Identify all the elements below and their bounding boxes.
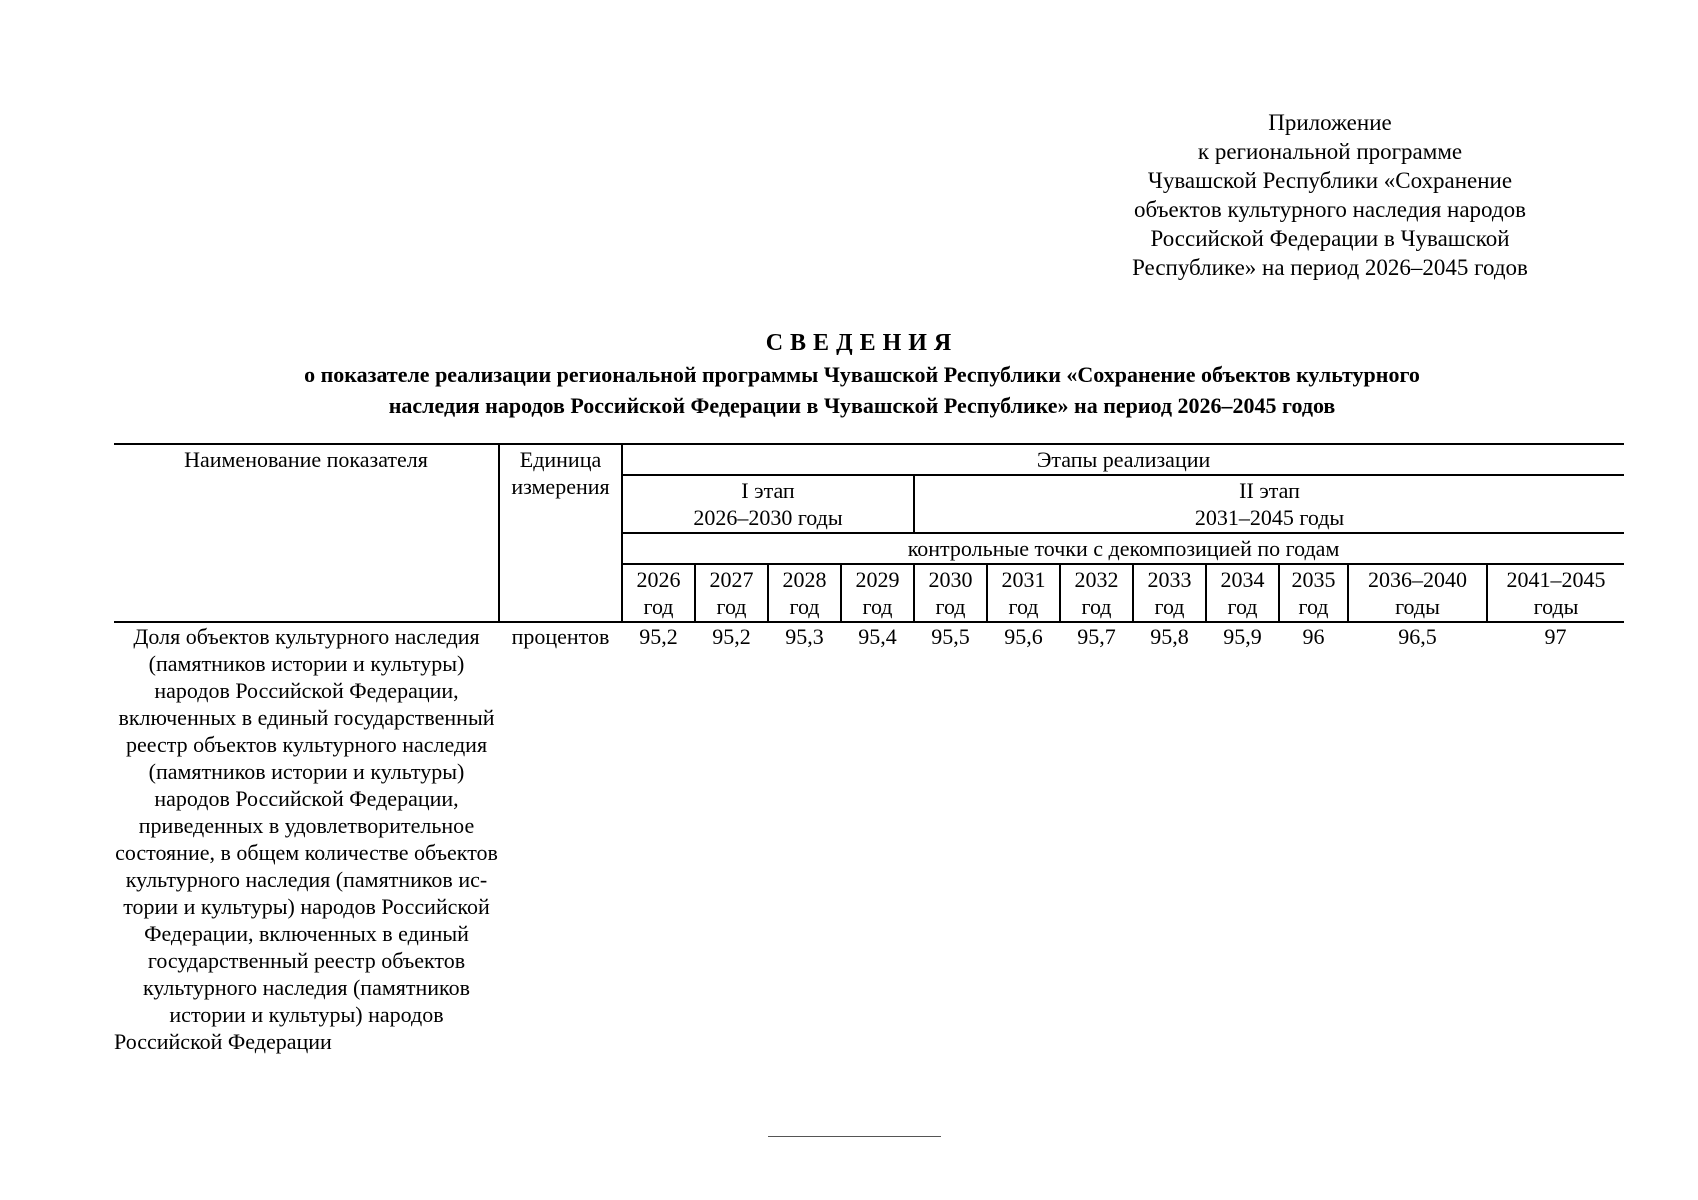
value-cell: 95,2 (712, 624, 751, 649)
year-value: 2028 (782, 567, 827, 592)
year-value: 2036–2040 (1368, 567, 1467, 592)
value-cell: 95,7 (1077, 624, 1116, 649)
year-header (1060, 564, 1133, 622)
year-unit: год (862, 594, 893, 619)
year-value: 2026 (636, 567, 681, 592)
footer-divider (768, 1136, 941, 1137)
year-unit: годы (1533, 594, 1579, 619)
stage1-header (622, 475, 914, 533)
stage1-period: 2026–2030 годы (693, 505, 843, 530)
year-header (768, 564, 841, 622)
year-header (1348, 564, 1487, 622)
value-cell: 95,3 (785, 624, 824, 649)
value-cell: 97 (1544, 624, 1567, 649)
year-header (1133, 564, 1206, 622)
year-value: 2032 (1074, 567, 1119, 592)
appendix-line: объектов культурного наследия народов (1134, 197, 1526, 222)
year-value: 2029 (855, 567, 900, 592)
year-value: 2027 (709, 567, 754, 592)
appendix-line: Приложение (1268, 110, 1392, 135)
year-unit: год (1227, 594, 1258, 619)
year-unit: год (1008, 594, 1039, 619)
indicator-table (114, 443, 1624, 1055)
year-header (841, 564, 914, 622)
year-header (1279, 564, 1348, 622)
year-value: 2030 (928, 567, 973, 592)
document-title: СВЕДЕНИЯ (765, 330, 959, 356)
appendix-block (1100, 108, 1560, 282)
table-row (114, 622, 1624, 1055)
year-unit: год (1298, 594, 1329, 619)
year-header (987, 564, 1060, 622)
col-unit-header: Единица измерения (499, 444, 622, 622)
year-value: 2035 (1291, 567, 1336, 592)
checkpoints-header: контрольные точки с декомпозицией по годам (622, 533, 1624, 564)
year-header (622, 564, 695, 622)
year-header (1487, 564, 1624, 622)
appendix-line: к региональной программе (1197, 139, 1463, 164)
value-cell: 95,6 (1004, 624, 1043, 649)
col-name-header: Наименование показателя (114, 444, 499, 622)
year-value: 2041–2045 (1506, 567, 1606, 592)
document-subtitle-line: наследия народов Российской Федерации в Чувашской Республике» на период 2026–2045 годов (388, 393, 1336, 418)
value-cell: 95,4 (858, 624, 897, 649)
value-cell: 95,9 (1223, 624, 1262, 649)
year-header (695, 564, 768, 622)
year-header (914, 564, 987, 622)
appendix-line: Чувашской Республики «Сохранение (1147, 168, 1513, 193)
year-unit: год (1154, 594, 1185, 619)
stage2-period: 2031–2045 годы (1194, 505, 1345, 530)
value-cell: 95,8 (1150, 624, 1189, 649)
stage2-header (914, 475, 1624, 533)
indicator-name-cell: Доля объектов культурного наследия (памятников истории и культуры) народов Российской Федерации, включенных в единый государственный реестр объектов культурного наследия (памятников истории и культуры) народов Российской Федерации, приведенных в удовлетворительное состояние, в общем количестве объектов культурного наследия (памятников истории и культуры) народов Российской Федерации, включенных в единый государственный реестр объектов культурного наследия (памятников истории и культуры) народов Российской Федерации (114, 624, 498, 1054)
document-heading (114, 328, 1610, 420)
year-unit: год (643, 594, 674, 619)
stage1-label: I этап (741, 478, 795, 503)
year-header (1206, 564, 1279, 622)
value-cell: 96,5 (1398, 624, 1437, 649)
value-cell: 95,5 (931, 624, 970, 649)
year-unit: год (789, 594, 820, 619)
appendix-line: Российской Федерации в Чувашской (1150, 226, 1510, 251)
year-value: 2031 (1001, 567, 1046, 592)
year-unit: год (716, 594, 747, 619)
year-unit: год (935, 594, 966, 619)
year-value: 2033 (1147, 567, 1192, 592)
appendix-line: Республике» на период 2026–2045 годов (1132, 255, 1528, 280)
document-subtitle-line: о показателе реализации региональной программы Чувашской Республики «Сохранение объектов культурного (304, 362, 1420, 387)
stages-header: Этапы реализации (622, 444, 1624, 475)
year-unit: годы (1395, 594, 1440, 619)
year-unit: год (1081, 594, 1112, 619)
unit-cell: процентов (511, 624, 610, 649)
value-cell: 96 (1302, 624, 1325, 649)
value-cell: 95,2 (639, 624, 678, 649)
stage2-label: II этап (1239, 478, 1300, 503)
year-value: 2034 (1220, 567, 1265, 592)
